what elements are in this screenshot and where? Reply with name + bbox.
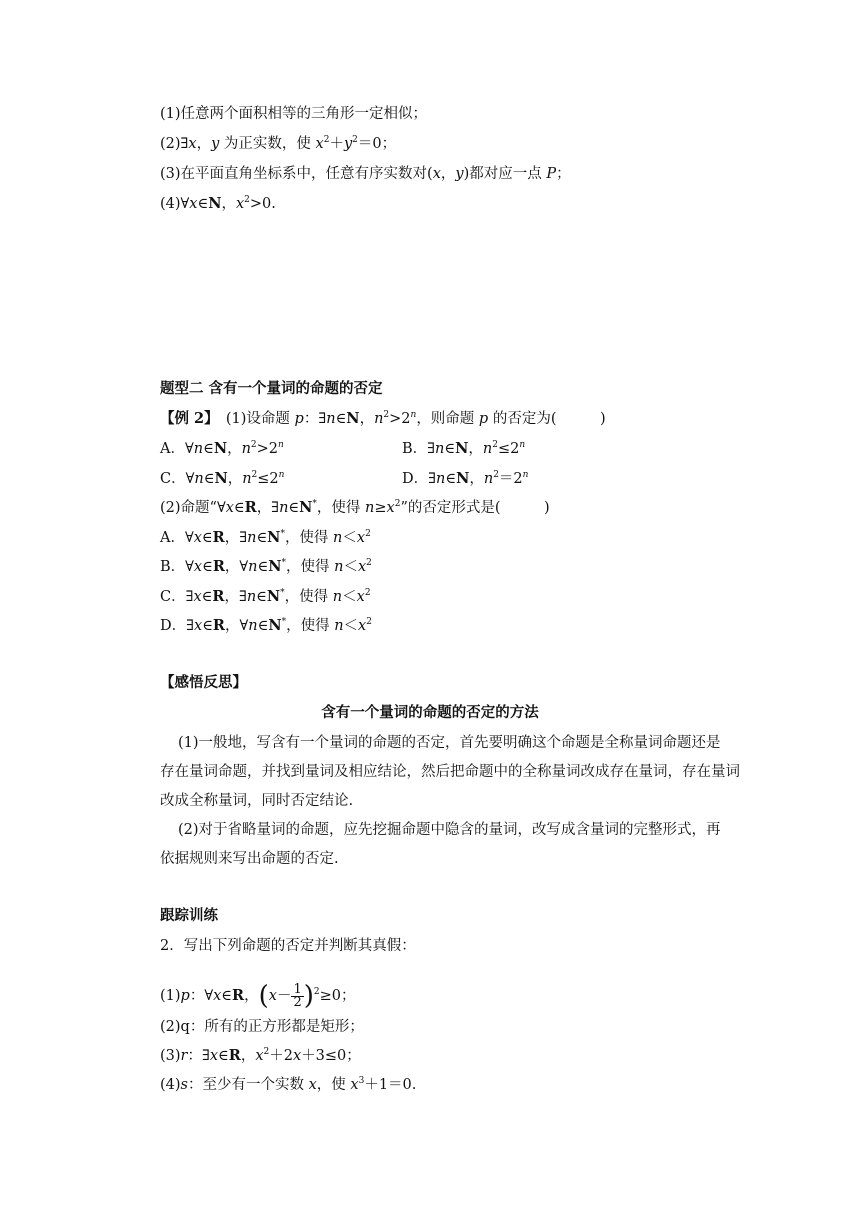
q1-options-row-2 [160,469,760,489]
training-item-2: (2)q：所有的正方形都是矩形； [160,1019,364,1035]
training-item-4: (4)s：至少有一个实数 x，使 $x^3+1=0$. [160,1076,417,1093]
reflection-title: 含有一个量词的命题的否定的方法 [321,704,539,721]
training-item-1: (1)p：∀x∈R，(x－ $\frac{1}{2}$ )$^2$≥0； [160,981,356,1011]
q1-option-b[interactable]: B．∃n∈N，$n^2\le 2^n$ [402,440,526,457]
q1-options-row-1 [160,439,760,459]
q1-option-a[interactable]: A．∀n∈N，$n^2>2^n$ [160,440,284,457]
q2-option-b[interactable]: B．∀x∈R，∀n∈N*，使得 $n<x^2$ [160,558,372,575]
reflection-p1-line-2: 存在量词命题，并找到量词及相应结论，然后把命题中的全称量词改成存在量词，存在量词 [160,764,740,780]
reflection-heading: 【感悟反思】 [160,674,247,691]
q1-option-d[interactable]: D．∃n∈N，$n^2=2^n$ [402,470,529,487]
training-question: 2．写出下列命题的否定并判断其真假： [160,938,416,954]
example-label: 【例 2】 [160,410,212,427]
q2-option-d[interactable]: D．∃x∈R，∀n∈N*，使得 $n<x^2$ [160,617,372,634]
reflection-p2-line-2: 依据规则来写出命题的否定. [160,851,339,867]
q1-option-c[interactable]: C．∀n∈N，$n^2\le 2^n$ [160,470,285,487]
reflection-p1-line-3: 改成全称量词，同时否定结论. [160,793,354,809]
training-heading: 跟踪训练 [160,907,218,924]
example-2-q2: (2)命题“∀x∈R，∃n∈N*，使得 $n\ge x^2$”的否定形式是( ) [160,499,550,516]
q2-option-c[interactable]: C．∃x∈R，∃n∈N*，使得 $n<x^2$ [160,588,371,605]
part1-item-1: (1)任意两个面积相等的三角形一定相似； [160,106,428,122]
example-2-q1: 【例 2】 (1)设命题 p：∃n∈N，$n^2>2^n$，则命题 p 的否定为( ) [160,410,606,427]
reflection-p2-line-1: (2)对于省略量词的命题，应先挖掘命题中隐含的量词，改写成含量词的完整形式，再 [178,822,721,838]
fraction-one-half: $\frac{1}{2}$ [293,981,302,1010]
part1-item-3: (3)在平面直角坐标系中，任意有序实数对(x，y)都对应一点 P； [160,166,571,182]
part1-item-2: (2)∃x，y 为正实数，使 $x^2+y^2=0$； [160,135,397,152]
section-heading: 题型二 含有一个量词的命题的否定 [160,380,383,397]
reflection-p1-line-1: (1)一般地，写含有一个量词的命题的否定，首先要明确这个命题是全称量词命题还是 [178,735,721,751]
training-item-3: (3)r：∃x∈R，$x^2+2x+3\le 0$； [160,1047,361,1064]
part1-item-4: (4)∀x∈N，$x^2>0$. [160,195,276,212]
q2-option-a[interactable]: A．∀x∈R，∃n∈N*，使得 $n<x^2$ [160,529,371,546]
